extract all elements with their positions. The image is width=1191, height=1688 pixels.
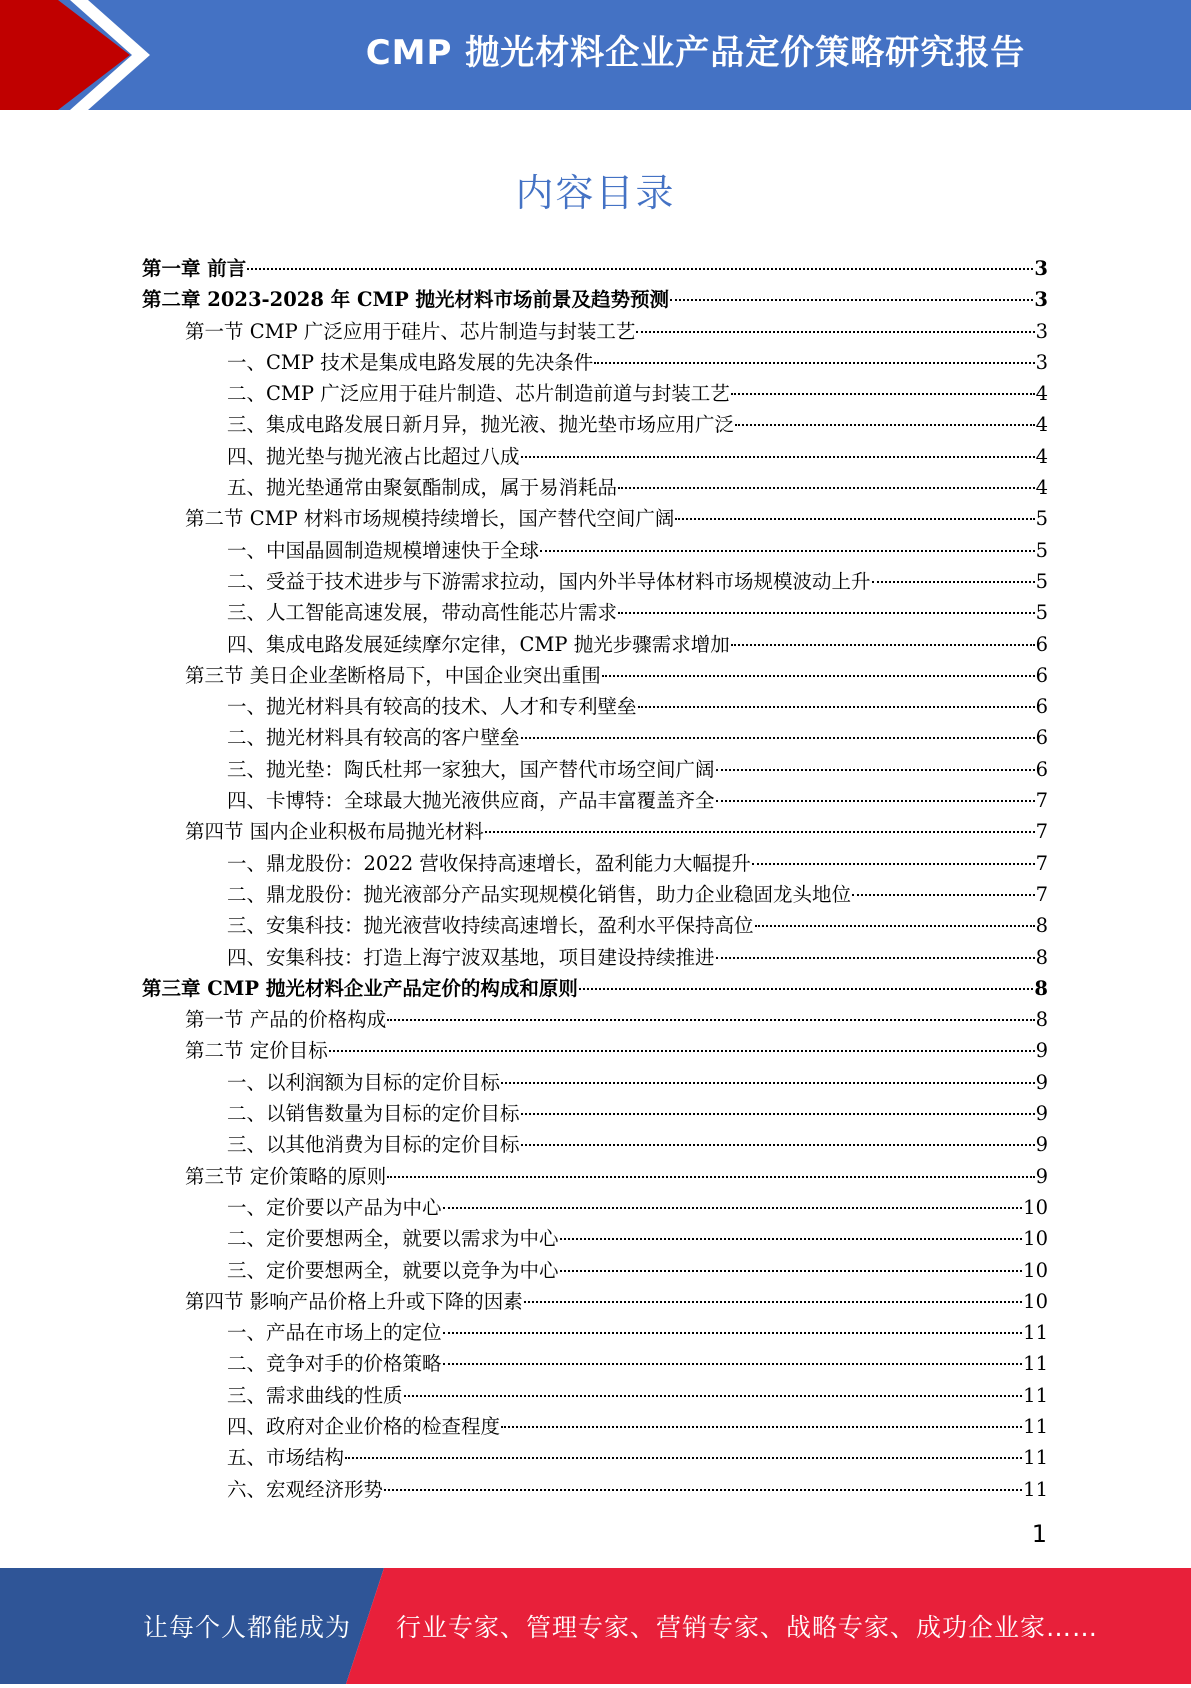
toc-entry[interactable] (142, 754, 1048, 785)
toc-dot-leader (716, 798, 1035, 802)
toc-entry[interactable] (142, 816, 1048, 847)
toc-dot-leader (716, 955, 1035, 959)
toc-dot-leader (618, 610, 1035, 614)
toc-entry-page: 8 (1035, 1008, 1048, 1032)
toc-entry-title: 二、抛光材料具有较高的客户壁垒 (227, 726, 520, 750)
toc-entry-title: 四、抛光垫与抛光液占比超过八成 (227, 444, 520, 468)
toc-dot-leader (540, 548, 1035, 552)
toc-entry[interactable] (142, 1255, 1048, 1286)
toc-entry-page: 4 (1035, 476, 1048, 500)
toc-entry[interactable] (142, 1411, 1048, 1442)
toc-entry-title: 第三章 CMP 抛光材料企业产品定价的构成和原则 (142, 976, 578, 1000)
toc-dot-leader (602, 673, 1035, 677)
toc-heading: 内容目录 (515, 171, 676, 215)
toc-dot-leader (384, 1487, 1022, 1491)
toc-entry-page: 4 (1035, 382, 1048, 406)
toc-entry-page: 6 (1035, 695, 1048, 719)
toc-entry[interactable] (142, 1161, 1048, 1192)
toc-entry-page: 11 (1023, 1414, 1048, 1438)
toc-entry[interactable] (142, 1348, 1048, 1379)
toc-entry[interactable] (142, 1035, 1048, 1066)
toc-dot-leader (345, 1455, 1022, 1459)
toc-entry-page: 5 (1035, 507, 1048, 531)
toc-entry-title: 三、抛光垫：陶氏杜邦一家独大，国产替代市场空间广阔 (227, 757, 715, 781)
toc-entry-page: 7 (1035, 851, 1048, 875)
toc-entry[interactable] (142, 316, 1048, 347)
toc-entry[interactable] (142, 597, 1048, 628)
toc-entry-page: 10 (1023, 1258, 1048, 1282)
toc-dot-leader (501, 1080, 1035, 1084)
toc-entry[interactable] (142, 973, 1048, 1004)
toc-dot-leader (521, 1111, 1035, 1115)
footer-slogan-left: 让每个人都能成为 (143, 1613, 352, 1642)
toc-entry-page: 10 (1023, 1195, 1048, 1219)
toc-entry[interactable] (142, 722, 1048, 753)
toc-dot-leader (521, 454, 1035, 458)
report-header (0, 0, 1191, 110)
toc-entry[interactable] (142, 629, 1048, 660)
toc-entry-page: 3 (1034, 257, 1048, 280)
toc-entry[interactable] (142, 347, 1048, 378)
toc-entry-page: 3 (1034, 288, 1048, 312)
toc-entry-title: 四、卡博特：全球最大抛光液供应商，产品丰富覆盖齐全 (227, 789, 715, 813)
toc-entry-page: 11 (1023, 1477, 1048, 1501)
toc-dot-leader (247, 266, 1033, 270)
toc-entry-title: 四、集成电路发展延续摩尔定律，CMP 抛光步骤需求增加 (227, 632, 730, 656)
toc-entry[interactable] (142, 942, 1048, 973)
toc-dot-leader (731, 642, 1035, 646)
toc-dot-leader (521, 735, 1035, 739)
toc-entry-title: 一、产品在市场上的定位 (227, 1321, 442, 1345)
toc-dot-leader (752, 861, 1035, 865)
toc-dot-leader (579, 986, 1034, 990)
toc-entry[interactable] (142, 284, 1048, 315)
toc-entry-page: 5 (1035, 601, 1048, 625)
toc-entry-title: 第三节 定价策略的原则 (185, 1164, 387, 1188)
toc-dot-leader (636, 329, 1034, 333)
toc-entry[interactable] (142, 1380, 1048, 1411)
toc-dot-leader (638, 704, 1035, 708)
toc-dot-leader (755, 923, 1035, 927)
toc-dot-leader (521, 1142, 1035, 1146)
toc-entry-title: 三、集成电路发展日新月异，抛光液、抛光垫市场应用广泛 (227, 413, 735, 437)
toc-entry-page: 6 (1035, 726, 1048, 750)
toc-entry[interactable] (142, 1474, 1048, 1505)
toc-entry[interactable] (142, 848, 1048, 879)
toc-entry-title: 四、安集科技：打造上海宁波双基地，项目建设持续推进 (227, 945, 715, 969)
toc-dot-leader (670, 297, 1033, 301)
toc-entry-title: 第一章 前言 (142, 257, 247, 280)
toc-entry[interactable] (142, 1098, 1048, 1129)
toc-dot-leader (731, 391, 1035, 395)
toc-entry-title: 第一节 CMP 广泛应用于硅片、芯片制造与封装工艺 (185, 319, 636, 343)
toc-dot-leader (404, 1393, 1023, 1397)
toc-entry-page: 11 (1023, 1446, 1048, 1470)
toc-dot-leader (716, 767, 1035, 771)
toc-dot-leader (852, 892, 1035, 896)
toc-entry-title: 一、中国晶圆制造规模增速快于全球 (227, 538, 540, 562)
toc-entry[interactable] (142, 503, 1048, 534)
toc-dot-leader (524, 1299, 1022, 1303)
toc-entry-title: 一、以利润额为目标的定价目标 (227, 1070, 501, 1094)
toc-entry-title: 三、定价要想两全，就要以竞争为中心 (227, 1258, 559, 1282)
toc-entry-page: 11 (1023, 1352, 1048, 1376)
toc-entry-title: 第四节 影响产品价格上升或下降的因素 (185, 1289, 523, 1313)
toc-entry-page: 8 (1035, 914, 1048, 938)
toc-entry-title: 第二节 CMP 材料市场规模持续增长，国产替代空间广阔 (185, 507, 675, 531)
toc-entry-title: 二、CMP 广泛应用于硅片制造、芯片制造前道与封装工艺 (227, 382, 730, 406)
toc-entry-title: 第一节 产品的价格构成 (185, 1008, 387, 1032)
toc-entry-title: 第四节 国内企业积极布局抛光材料 (185, 820, 484, 844)
toc-entry-title: 二、竞争对手的价格策略 (227, 1352, 442, 1376)
toc-entry[interactable] (142, 1286, 1048, 1317)
toc-entry-page: 4 (1035, 413, 1048, 437)
report-title: CMP 抛光材料企业产品定价策略研究报告 (365, 33, 1026, 73)
toc-entry[interactable] (142, 409, 1048, 440)
toc-entry[interactable] (142, 253, 1048, 284)
toc-entry-title: 第三节 美日企业垄断格局下，中国企业突出重围 (185, 663, 601, 687)
toc-dot-leader (501, 1424, 1022, 1428)
toc-dot-leader (560, 1236, 1023, 1240)
toc-entry-title: 二、定价要想两全，就要以需求为中心 (227, 1227, 559, 1251)
toc-entry-page: 6 (1035, 632, 1048, 656)
toc-dot-leader (387, 1017, 1034, 1021)
toc-entry-page: 7 (1035, 789, 1048, 813)
toc-dot-leader (594, 360, 1034, 364)
toc-entry-page: 9 (1035, 1164, 1048, 1188)
toc-entry-title: 一、定价要以产品为中心 (227, 1195, 442, 1219)
toc-entry[interactable] (142, 785, 1048, 816)
toc-entry[interactable] (142, 1223, 1048, 1254)
toc-entry-page: 8 (1035, 945, 1048, 969)
toc-entry[interactable] (142, 1192, 1048, 1223)
footer-banner (0, 1568, 1191, 1684)
toc-dot-leader (560, 1268, 1023, 1272)
toc-dot-leader (387, 1174, 1034, 1178)
toc-entry-title: 三、以其他消费为目标的定价目标 (227, 1133, 520, 1157)
toc-entry[interactable] (142, 660, 1048, 691)
toc-entry-page: 6 (1035, 663, 1048, 687)
toc-entry[interactable] (142, 441, 1048, 472)
toc-entry-title: 一、抛光材料具有较高的技术、人才和专利壁垒 (227, 695, 637, 719)
toc-entry[interactable] (142, 1067, 1048, 1098)
toc-dot-leader (329, 1048, 1035, 1052)
toc-entry[interactable] (142, 1129, 1048, 1160)
table-of-contents (142, 253, 1048, 1505)
toc-dot-leader (443, 1330, 1023, 1334)
toc-dot-leader (872, 579, 1035, 583)
toc-entry-page: 9 (1035, 1039, 1048, 1063)
toc-entry[interactable] (142, 691, 1048, 722)
toc-entry[interactable] (142, 378, 1048, 409)
toc-entry-title: 一、鼎龙股份：2022 营收保持高速增长，盈利能力大幅提升 (227, 851, 751, 875)
toc-entry[interactable] (142, 1442, 1048, 1473)
page-number: 1 (1031, 1520, 1047, 1548)
toc-entry-page: 9 (1035, 1133, 1048, 1157)
toc-entry-page: 7 (1035, 882, 1048, 906)
toc-entry[interactable] (142, 566, 1048, 597)
toc-entry-page: 9 (1035, 1070, 1048, 1094)
footer-slogan-right: 行业专家、管理专家、营销专家、战略专家、成功企业家…… (396, 1613, 1099, 1642)
toc-entry-title: 三、安集科技：抛光液营收持续高速增长，盈利水平保持高位 (227, 914, 754, 938)
toc-entry[interactable] (142, 1317, 1048, 1348)
toc-entry[interactable] (142, 472, 1048, 503)
red-chevron-arrow-icon (0, 0, 160, 110)
toc-entry-title: 二、鼎龙股份：抛光液部分产品实现规模化销售，助力企业稳固龙头地位 (227, 882, 852, 906)
toc-dot-leader (485, 829, 1035, 833)
toc-dot-leader (443, 1205, 1023, 1209)
toc-entry-page: 6 (1035, 757, 1048, 781)
toc-dot-leader (735, 422, 1035, 426)
toc-entry-title: 三、人工智能高速发展，带动高性能芯片需求 (227, 601, 618, 625)
toc-entry-page: 8 (1034, 976, 1048, 1000)
toc-entry-title: 一、CMP 技术是集成电路发展的先决条件 (227, 350, 594, 374)
toc-entry-page: 7 (1035, 820, 1048, 844)
toc-entry-title: 三、需求曲线的性质 (227, 1383, 403, 1407)
toc-entry-title: 二、以销售数量为目标的定价目标 (227, 1102, 520, 1126)
toc-entry-page: 11 (1023, 1383, 1048, 1407)
toc-entry-title: 四、政府对企业价格的检查程度 (227, 1414, 501, 1438)
toc-entry-page: 5 (1035, 569, 1048, 593)
toc-entry-title: 二、受益于技术进步与下游需求拉动，国内外半导体材料市场规模波动上升 (227, 569, 871, 593)
toc-dot-leader (618, 485, 1035, 489)
toc-entry[interactable] (142, 535, 1048, 566)
toc-entry-page: 5 (1035, 538, 1048, 562)
toc-entry-page: 10 (1023, 1289, 1048, 1313)
toc-entry-page: 3 (1035, 319, 1048, 343)
toc-entry-page: 3 (1035, 350, 1048, 374)
toc-entry-page: 9 (1035, 1102, 1048, 1126)
toc-dot-leader (675, 516, 1034, 520)
toc-entry-page: 4 (1035, 444, 1048, 468)
toc-entry[interactable] (142, 879, 1048, 910)
toc-entry-title: 六、宏观经济形势 (227, 1477, 384, 1501)
toc-entry-title: 五、抛光垫通常由聚氨酯制成，属于易消耗品 (227, 476, 618, 500)
toc-entry-title: 第二章 2023-2028 年 CMP 抛光材料市场前景及趋势预测 (142, 288, 670, 312)
toc-entry-title: 五、市场结构 (227, 1446, 345, 1470)
toc-dot-leader (443, 1361, 1023, 1365)
toc-entry-title: 第二节 定价目标 (185, 1039, 328, 1063)
toc-entry-page: 11 (1023, 1321, 1048, 1345)
toc-entry[interactable] (142, 1004, 1048, 1035)
toc-entry-page: 10 (1023, 1227, 1048, 1251)
toc-entry[interactable] (142, 910, 1048, 941)
